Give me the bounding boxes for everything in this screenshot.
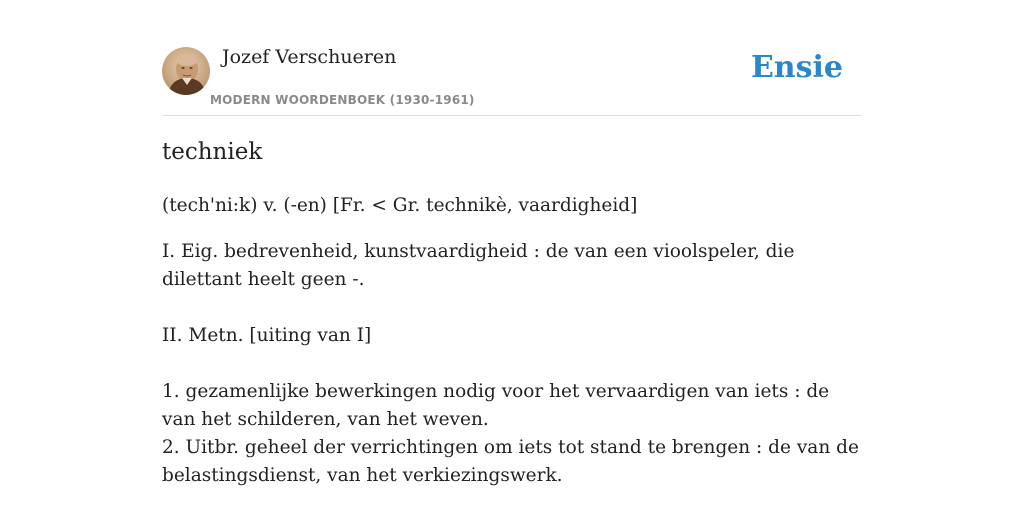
entry-title: techniek bbox=[162, 139, 263, 165]
entry-meaning-1: I. Eig. bedrevenheid, kunstvaardigheid : de van een vioolspeler, die dilettant heelt geen -. bbox=[162, 241, 795, 290]
author-name-link[interactable]: Jozef Verschueren bbox=[222, 46, 397, 68]
entry-meaning-2: II. Metn. [uiting van I] bbox=[162, 325, 372, 346]
entry-sub-meaning-1: 1. gezamenlijke bewerkingen nodig voor het vervaardigen van iets : de van het schilderen, van het weven. bbox=[162, 381, 830, 430]
ensie-logo-link[interactable]: Ensie bbox=[750, 50, 843, 85]
source-label[interactable]: MODERN WOORDENBOEK (1930-1961) bbox=[210, 93, 475, 107]
page bbox=[162, 0, 862, 486]
spacer bbox=[162, 294, 862, 322]
header bbox=[162, 0, 862, 116]
entry-body bbox=[162, 192, 862, 490]
spacer bbox=[162, 350, 862, 378]
entry-sub-meaning-2: 2. Uitbr. geheel der verrichtingen om iets tot stand te brengen : de van de belastingsdienst, van het verkiezingswerk. bbox=[162, 437, 859, 486]
entry-etymology: (tech'ni:k) v. (-en) [Fr. < Gr. technikè, vaardigheid] bbox=[162, 195, 638, 216]
author-avatar[interactable] bbox=[162, 47, 210, 95]
author-portrait-icon bbox=[162, 47, 210, 95]
